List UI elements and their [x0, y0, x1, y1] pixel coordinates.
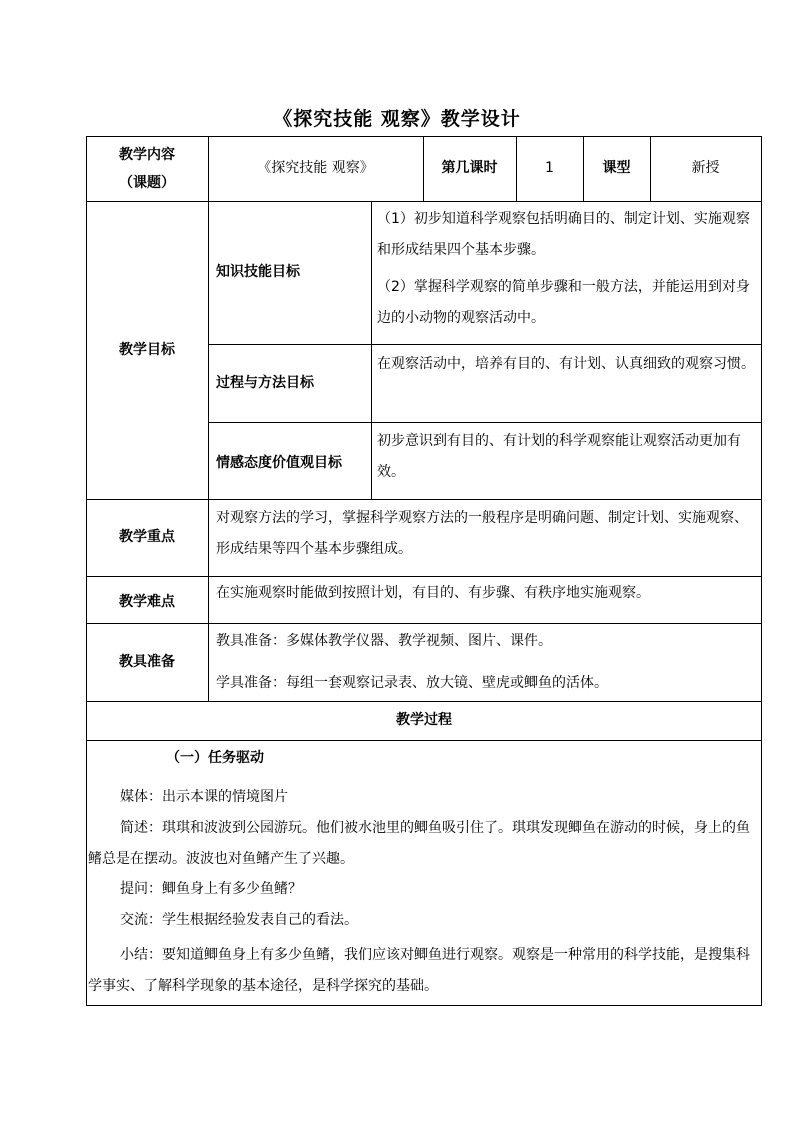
objectives-label-cell	[86, 201, 208, 499]
objectives-label: 教学目标	[119, 341, 175, 358]
table-border	[761, 136, 762, 1006]
lesson-title-cell	[208, 136, 423, 201]
difficulties-label: 教学难点	[119, 594, 175, 610]
process-question: 提问：鲫鱼身上有多少鱼鳍？	[120, 881, 302, 897]
process-narration: 简述：琪琪和波波到公园游玩。他们被水池里的鲫鱼吸引住了。琪琪发现鲫鱼在游动的时候，身上的鱼鳍总是在摆动。波波也对鱼鳍产生了兴趣。	[88, 820, 750, 867]
lesson-plan-table	[86, 136, 762, 1006]
process-summary: 小结：要知道鲫鱼身上有多少鱼鳍，我们应该对鲫鱼进行观察。观察是一种常用的科学技能，是搜集科学事实、了解科学现象的基本途径，是科学探究的基础。	[88, 947, 750, 994]
period-value-cell	[516, 136, 583, 201]
key-points-text: 对观察方法的学习，掌握科学观察方法的一般程序是明确问题、制定计划、实施观察、形成结果等四个基本步骤组成。	[216, 510, 748, 557]
content-label: 教学内容	[119, 146, 175, 163]
type-label-cell	[583, 136, 650, 201]
table-border	[86, 740, 762, 741]
document-title: 《探究技能 观察》教学设计	[273, 108, 521, 130]
preparation-label: 教具准备	[119, 653, 175, 670]
process-media: 媒体：出示本课的情境图片	[120, 789, 288, 805]
process-label-cell	[216, 344, 371, 422]
teacher-preparation: 教具准备：多媒体教学仪器、教学视频、图片、课件。	[216, 633, 552, 649]
knowledge-label-cell	[216, 201, 371, 344]
process-goal-label: 过程与方法目标	[216, 374, 314, 391]
table-border	[86, 1005, 762, 1006]
process-header-cell	[86, 701, 762, 740]
content-label-sub: （课题）	[119, 174, 175, 191]
difficulties-label-cell	[86, 576, 208, 623]
preparation-label-cell	[86, 623, 208, 701]
key-points-label-cell	[86, 499, 208, 576]
key-points-label: 教学重点	[119, 529, 175, 545]
emotion-goal-text: 初步意识到有目的、有计划的科学观察能让观察活动更加有效。	[377, 433, 741, 480]
student-preparation: 学具准备：每组一套观察记录表、放大镜、壁虎或鲫鱼的活体。	[216, 675, 608, 691]
process-header: 教学过程	[396, 712, 452, 728]
lesson-title: 《探究技能 观察》	[257, 160, 374, 176]
knowledge-goal-2: （2）掌握科学观察的简单步骤和一般方法，并能运用到对身边的小动物的观察活动中。	[377, 279, 750, 326]
type-value-cell	[650, 136, 761, 201]
emotion-label-cell	[216, 422, 371, 499]
table-border	[371, 201, 372, 499]
period-label: 第几课时	[441, 160, 498, 176]
knowledge-label: 知识技能目标	[216, 264, 300, 280]
emotion-goal-label: 情感态度价值观目标	[216, 455, 342, 471]
period-label-cell	[423, 136, 516, 201]
type-label: 课型	[602, 160, 631, 176]
difficulties-text: 在实施观察时能做到按照计划，有目的、有步骤、有秩序地实施观察。	[216, 585, 650, 601]
table-border	[208, 136, 209, 701]
type-value: 新授	[691, 160, 720, 176]
process-goal-text: 在观察活动中，培养有目的、有计划、认真细致的观察习惯。	[377, 356, 755, 372]
content-label-cell	[86, 136, 208, 201]
section-title: （一）任务驱动	[166, 750, 264, 766]
knowledge-goal-1: （1）初步知道科学观察包括明确目的、制定计划、实施观察和形成结果四个基本步骤。	[377, 211, 750, 258]
process-exchange: 交流：学生根据经验发表自己的看法。	[120, 912, 358, 928]
period-value: 1	[545, 160, 554, 176]
